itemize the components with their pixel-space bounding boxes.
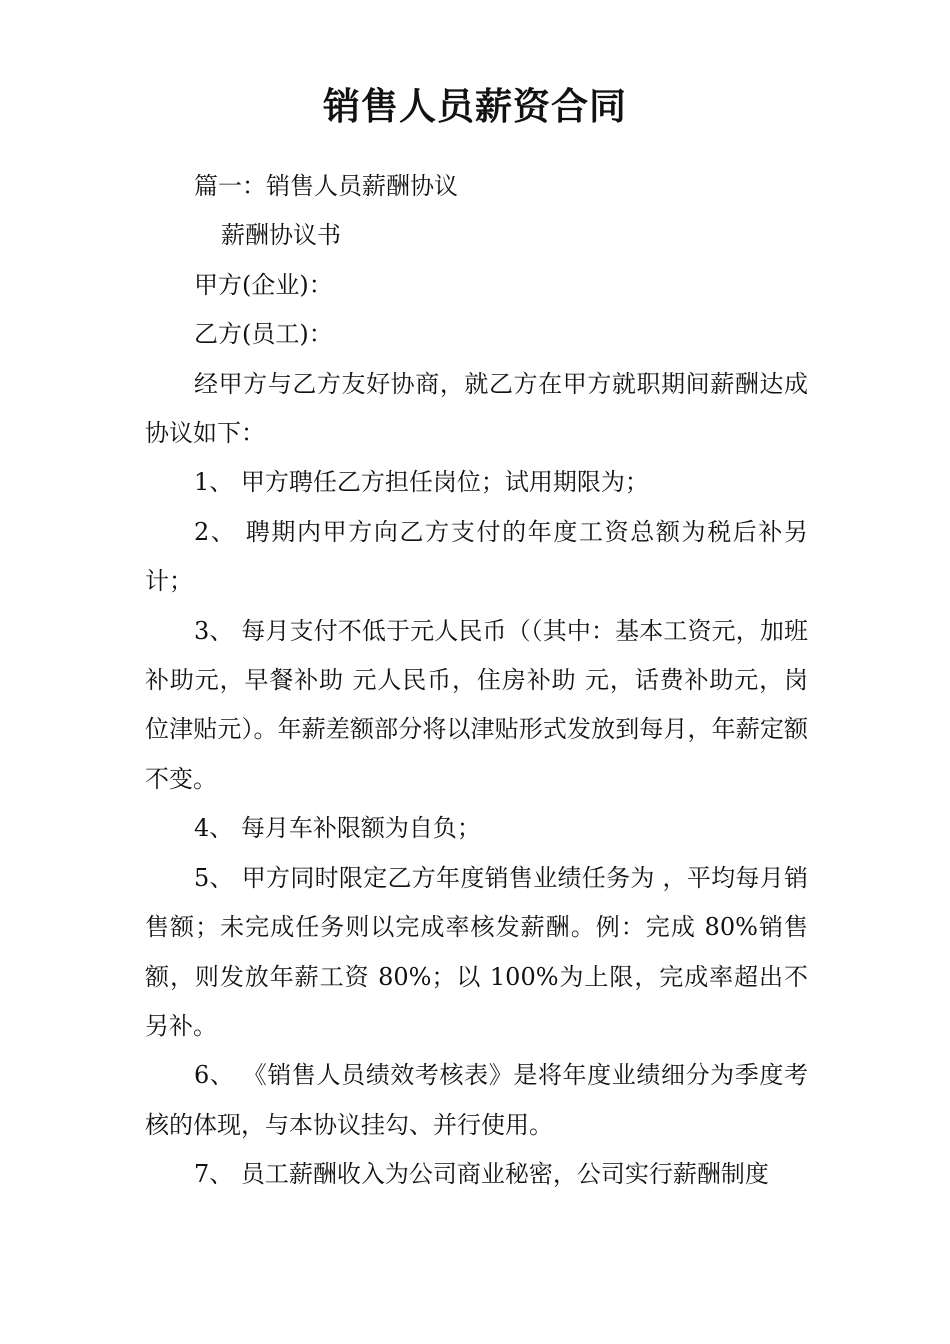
paragraph-clause-1: 1、 甲方聘任乙方担任岗位；试用期限为； xyxy=(194,468,649,497)
paragraph-party-a: 甲方(企业)： xyxy=(194,270,333,299)
paragraph-agreement-title: 薪酬协议书 xyxy=(221,221,341,250)
paragraph-clause-5: 5、 甲方同时限定乙方年度销售业绩任务为 ，平均每月销售额；未完成任务则以完成率核发薪酬。例：完成 80%销售额，则发放年薪工资 80%；以 100%为上限，完成率超出不另补。 xyxy=(145,863,808,1040)
paragraph-clause-6: 6、 《销售人员绩效考核表》是将年度业绩细分为季度考核的体现，与本协议挂勾、并行使用。 xyxy=(145,1061,808,1139)
paragraph-preamble: 经甲方与乙方友好协商，就乙方在甲方就职期间薪酬达成协议如下： xyxy=(145,369,808,448)
paragraph-party-b: 乙方(员工)： xyxy=(194,320,333,349)
paragraph-clause-2: 2、 聘期内甲方向乙方支付的年度工资总额为税后补另计； xyxy=(145,517,808,596)
paragraph-clause-4: 4、 每月车补限额为自负； xyxy=(194,814,481,843)
paragraph-section-heading: 篇一：销售人员薪酬协议 xyxy=(194,172,458,200)
document-title: 销售人员薪资合同 xyxy=(323,84,627,128)
paragraph-clause-7: 7、 员工薪酬收入为公司商业秘密，公司实行薪酬制度 xyxy=(194,1160,769,1189)
paragraph-clause-3: 3、 每月支付不低于元人民币（（其中：基本工资元，加班补助元，早餐补助 元人民币，住房补助 元，话费补助元，岗位津贴元）。年薪差额部分将以津贴形式发放到每月，年薪定额不变。 xyxy=(145,616,808,793)
document-body xyxy=(145,162,808,1200)
